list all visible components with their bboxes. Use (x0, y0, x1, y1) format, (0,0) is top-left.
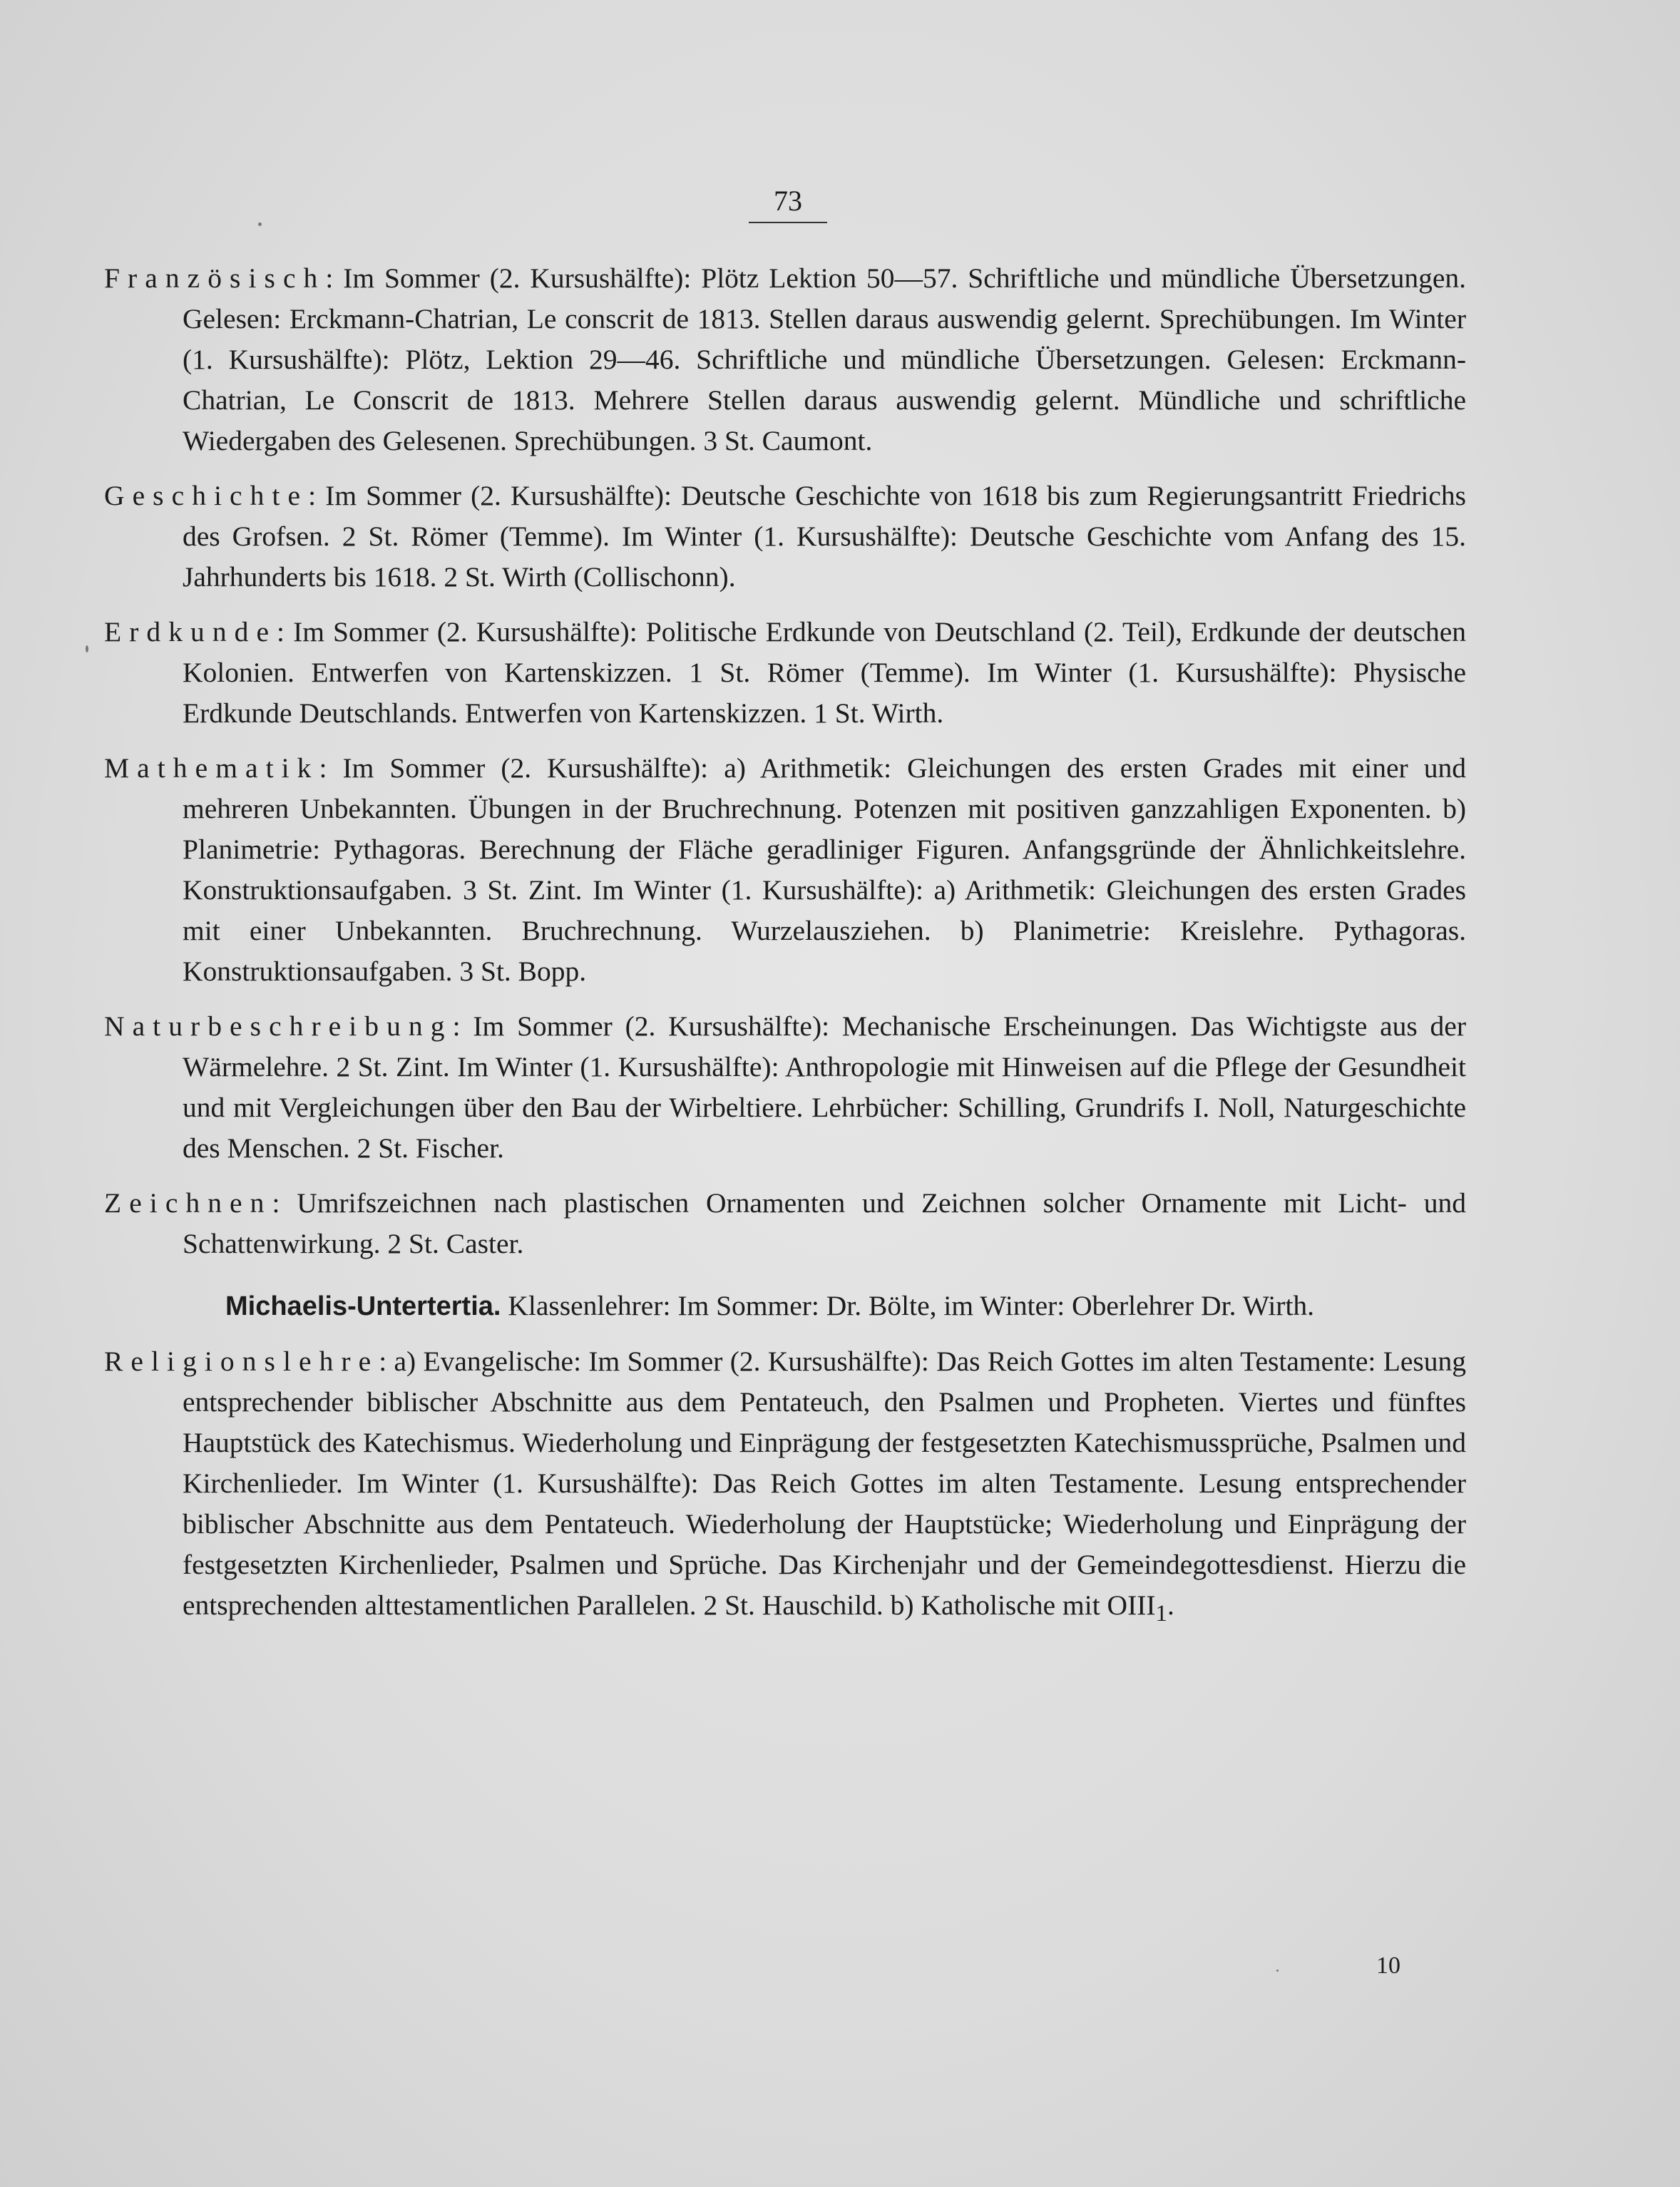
page-body (104, 258, 1466, 1649)
print-speck (1276, 1970, 1279, 1972)
subject-label: Geschichte (104, 480, 309, 511)
entry-religionslehre: Religionslehre: a) Evangelische: Im Sommer (2. Kursushälfte): Das Reich Gottes im alten Testamente: Lesung entsprechender biblischer Abschnitte aus dem Pentateuch, den Psalmen und Propheten. Viertes und fünftes Hauptstück des Katechismus. Wiederholung und Einprägung der festgesetzten Katechismussprüche, Psalmen und Kirchenlieder. Im Winter (1. Kursushälfte): Das Reich Gottes im alten Testamente. Lesung entsprechender biblischer Abschnitte aus dem Pentateuch. Wiederholung der Hauptstücke; Wiederholung und Einprägung der festgesetzten Kirchenlieder, Psalmen und Sprüche. Das Kirchenjahr und der Gemeindegottesdienst. Hierzu die entsprechenden alttestamentlichen Parallelen. 2 St. Hauschild. b) Katholische mit $OIII_1$. (104, 1346, 1466, 1627)
signature-number: 10 (1376, 1952, 1400, 1979)
class-heading (225, 1286, 1466, 1327)
entry-geschichte: Geschichte: Im Sommer (2. Kursushälfte): Deutsche Geschichte von 1618 bis zum Regierungsantritt Friedrichs des Grofsen. 2 St. Römer (Temme). Im Winter (1. Kursushälfte): Deutsche Geschichte vom Anfang des 15. Jahrhunderts bis 1618. 2 St. Wirth (Collischonn). (104, 480, 1466, 593)
print-speck (258, 222, 262, 226)
print-speck (86, 645, 88, 652)
page-number: 73 (749, 184, 827, 223)
entry-mathematik: Mathematik: Im Sommer (2. Kursushälfte): a) Arithmetik: Gleichungen des ersten Grades mit einer und mehreren Unbekannten. Übungen in der Bruchrechnung. Potenzen mit positiven ganzzahligen Exponenten. b) Planimetrie: Pythagoras. Berechnung der Fläche geradliniger Figuren. Anfangsgründe der Ähnlichkeitslehre. Konstruktionsaufgaben. 3 St. Zint. Im Winter (1. Kursushälfte): a) Arithmetik: Gleichungen des ersten Grades mit einer Unbekannten. Bruchrechnung. Wurzelausziehen. b) Planimetrie: Kreislehre. Pythagoras. Konstruktionsaufgaben. 3 St. Bopp. (104, 752, 1466, 987)
entry-zeichnen: Zeichnen: Umrifszeichnen nach plastischen Ornamenten und Zeichnen solcher Ornamente mit Licht- und Schattenwirkung. 2 St. Caster. (104, 1187, 1466, 1259)
class-teacher-text: Klassenlehrer: Im Sommer: Dr. Bölte, im Winter: Oberlehrer Dr. Wirth. (508, 1290, 1315, 1321)
entry-text: Im Sommer (2. Kursushälfte): a) Arithmetik: Gleichungen des ersten Grades mit einer und mehreren Unbekannten. Übungen in der Bruchrechnung. Potenzen mit positiven ganzzahligen Exponenten. b) Planimetrie: Pythagoras. Berechnung der Fläche geradliniger Figuren. Anfangsgründe der Ähnlichkeitslehre. Konstruktionsaufgaben. 3 St. Zint. Im Winter (1. Kursushälfte): a) Arithmetik: Gleichungen des ersten Grades mit einer Unbekannten. Bruchrechnung. Wurzelausziehen. b) Planimetrie: Kreislehre. Pythagoras. Konstruktionsaufgaben. 3 St. Bopp. (183, 752, 1466, 987)
entry-text: a) Evangelische: Im Sommer (2. Kursushälfte): Das Reich Gottes im alten Testamente: Lesung entsprechender biblischer Abschnitte aus dem Pentateuch, den Psalmen und Propheten. Viertes und fünftes Hauptstück des Katechismus. Wiederholung und Einprägung der festgesetzten Katechismussprüche, Psalmen und Kirchenlieder. Im Winter (1. Kursushälfte): Das Reich Gottes im alten Testamente. Lesung entsprechender biblischer Abschnitte aus dem Pentateuch. Wiederholung der Hauptstücke; Wiederholung und Einprägung der festgesetzten Kirchenlieder, Psalmen und Sprüche. Das Kirchenjahr und der Gemeindegottesdienst. Hierzu die entsprechenden alttestamentlichen Parallelen. 2 St. Hauschild. b) Katholische mit OIII (183, 1346, 1466, 1621)
entry-text: Im Sommer (2. Kursushälfte): Mechanische Erscheinungen. Das Wichtigste aus der Wärmelehre. 2 St. Zint. Im Winter (1. Kursushälfte): Anthropologie mit Hinweisen auf die Pflege der Gesundheit und mit Vergleichungen über den Bau der Wirbeltiere. Lehrbücher: Schilling, Grundrifs I. Noll, Naturgeschichte des Menschen. 2 St. Fischer. (183, 1010, 1466, 1164)
subject-label: Französisch (104, 262, 326, 294)
entry-franzoesisch: Französisch: Im Sommer (2. Kursushälfte): Plötz Lektion 50—57. Schriftliche und mündliche Übersetzungen. Gelesen: Erckmann-Chatrian, Le conscrit de 1813. Stellen daraus auswendig gelernt. Sprechübungen. Im Winter (1. Kursushälfte): Plötz, Lektion 29—46. Schriftliche und mündliche Übersetzungen. Gelesen: Erckmann-Chatrian, Le Conscrit de 1813. Mehrere Stellen daraus auswendig gelernt. Mündliche und schriftliche Wiedergaben des Gelesenen. Sprechübungen. 3 St. Caumont. (104, 262, 1466, 456)
entry-text: Im Sommer (2. Kursushälfte): Politische Erdkunde von Deutschland (2. Teil), Erdkunde der deutschen Kolonien. Entwerfen von Kartenskizzen. 1 St. Römer (Temme). Im Winter (1. Kursushälfte): Physische Erdkunde Deutschlands. Entwerfen von Kartenskizzen. 1 St. Wirth. (183, 616, 1467, 729)
subject-label: Mathematik (104, 752, 319, 784)
entry-text: Im Sommer (2. Kursushälfte): Plötz Lektion 50—57. Schriftliche und mündliche Übersetzungen. Gelesen: Erckmann-Chatrian, Le conscrit de 1813. Stellen daraus auswendig gelernt. Sprechübungen. Im Winter (1. Kursushälfte): Plötz, Lektion 29—46. Schriftliche und mündliche Übersetzungen. Gelesen: Erckmann-Chatrian, Le Conscrit de 1813. Mehrere Stellen daraus auswendig gelernt. Mündliche und schriftliche Wiedergaben des Gelesenen. Sprechübungen. 3 St. Caumont. (183, 262, 1466, 456)
subject-label: Naturbeschreibung (104, 1010, 453, 1042)
subject-label: Erdkunde (104, 616, 277, 647)
entry-text: Im Sommer (2. Kursushälfte): Deutsche Geschichte von 1618 bis zum Regierungsantritt Friedrichs des Grofsen. 2 St. Römer (Temme). Im Winter (1. Kursushälfte): Deutsche Geschichte vom Anfang des 15. Jahrhunderts bis 1618. 2 St. Wirth (Collischonn). (183, 480, 1466, 593)
subject-label: Zeichnen (104, 1187, 272, 1219)
class-title: Michaelis-Untertertia. (225, 1291, 501, 1321)
entry-end: . (1167, 1589, 1174, 1621)
subject-label: Religionslehre (104, 1346, 379, 1377)
entry-text: Umrifszeichnen nach plastischen Ornamenten und Zeichnen solcher Ornamente mit Licht- und Schattenwirkung. 2 St. Caster. (183, 1187, 1466, 1259)
entry-erdkunde: Erdkunde: Im Sommer (2. Kursushälfte): Politische Erdkunde von Deutschland (2. Teil), Erdkunde der deutschen Kolonien. Entwerfen von Kartenskizzen. 1 St. Römer (Temme). Im Winter (1. Kursushälfte): Physische Erdkunde Deutschlands. Entwerfen von Kartenskizzen. 1 St. Wirth. (104, 616, 1467, 729)
subscript: 1 (1155, 1600, 1167, 1627)
entry-naturbeschreibung: Naturbeschreibung: Im Sommer (2. Kursushälfte): Mechanische Erscheinungen. Das Wichtigste aus der Wärmelehre. 2 St. Zint. Im Winter (1. Kursushälfte): Anthropologie mit Hinweisen auf die Pflege der Gesundheit und mit Vergleichungen über den Bau der Wirbeltiere. Lehrbücher: Schilling, Grundrifs I. Noll, Naturgeschichte des Menschen. 2 St. Fischer. (104, 1010, 1466, 1164)
